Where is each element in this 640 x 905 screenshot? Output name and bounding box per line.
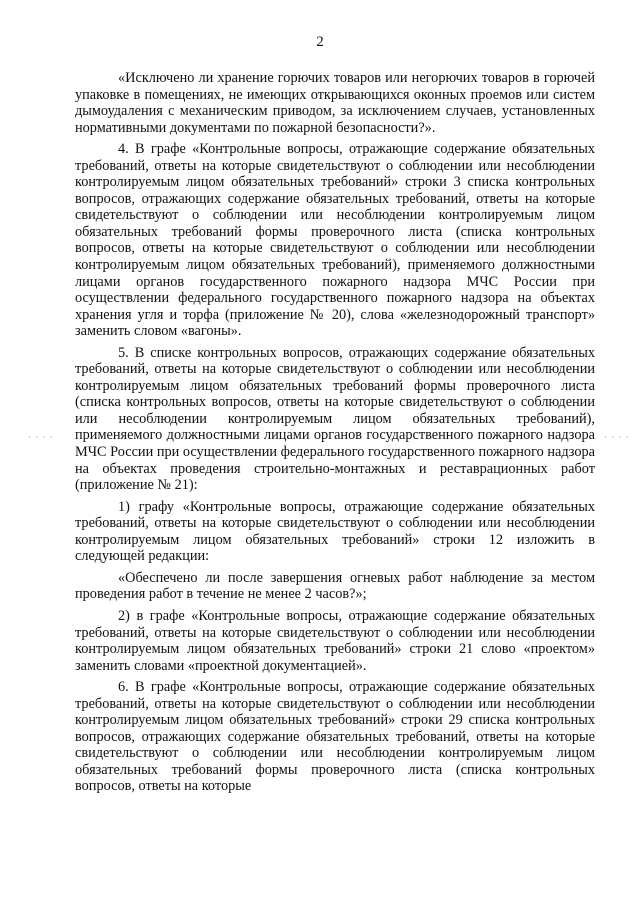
- scan-margin-mark-right: · · · ·: [604, 432, 630, 442]
- paragraph-item-6: 6. В графе «Контрольные вопросы, отражающие содержание обязательных требований, ответы на которые свидетельствуют о соблюдении или несоблюдении контролируемым лицом обязательных требований» строки 29 списка контрольных вопросов, отражающих содержание обязательных требований, ответы на которые свидетельствуют о соблюдении или несоблюдении контролируемым лицом обязательных требований формы проверочного листа (списка контрольных вопросов, ответы на которые: [75, 679, 595, 795]
- page-number: 2: [316, 34, 324, 50]
- paragraph-new-wording: «Обеспечено ли после завершения огневых работ наблюдение за местом проведения работ в течение не менее 2 часов?»;: [75, 569, 595, 603]
- paragraph-item-4: 4. В графе «Контрольные вопросы, отражающие содержание обязательных требований, ответы на которые свидетельствуют о соблюдении или несоблюдении контролируемым лицом обязательных требований» строки 3 списка контрольных вопросов, отражающих содержание обязательных требований, ответы на которые свидетельствуют о соблюдении или несоблюдении контролируемым лицом обязательных требований формы проверочного листа (списка контрольных вопросов, ответы на которые свидетельствуют о соблюдении или несоблюдении контролируемым лицом обязательных требований), применяемого должностными лицами органов государственного пожарного надзора МЧС России при осуществлении федерального государственного пожарного надзора на объектах хранения угля и торфа (приложение № 20), слова «железнодорожный транспорт» заменить словом «вагоны».: [75, 141, 595, 340]
- document-body: [75, 70, 595, 800]
- paragraph-quoted-question: «Исключено ли хранение горючих товаров или негорючих товаров в горючей упаковке в помещениях, не имеющих открывающихся оконных проемов или систем дымоудаления с механическим приводом, за исключением случаев, установленных нормативными документами по пожарной безопасности?».: [75, 70, 595, 136]
- paragraph-item-5: 5. В списке контрольных вопросов, отражающих содержание обязательных требований, ответы на которые свидетельствуют о соблюдении или несоблюдении контролируемым лицом обязательных требований формы проверочного листа (списка контрольных вопросов, ответы на которые свидетельствуют о соблюдении или несоблюдении контролируемым лицом обязательных требований), применяемого должностными лицами органов государственного пожарного надзора МЧС России при осуществлении федерального государственного пожарного надзора на объектах проведения строительно-монтажных и реставрационных работ (приложение № 21):: [75, 344, 595, 494]
- paragraph-subitem-1: 1) графу «Контрольные вопросы, отражающие содержание обязательных требований, ответы на которые свидетельствуют о соблюдении или несоблюдении контролируемым лицом обязательных требований» строки 12 изложить в следующей редакции:: [75, 498, 595, 565]
- scan-margin-mark-left: · · · ·: [28, 432, 54, 442]
- paragraph-subitem-2: 2) в графе «Контрольные вопросы, отражающие содержание обязательных требований, ответы на которые свидетельствуют о соблюдении или несоблюдении контролируемым лицом обязательных требований» строки 21 слово «проектом» заменить словами «проектной документацией».: [75, 607, 595, 674]
